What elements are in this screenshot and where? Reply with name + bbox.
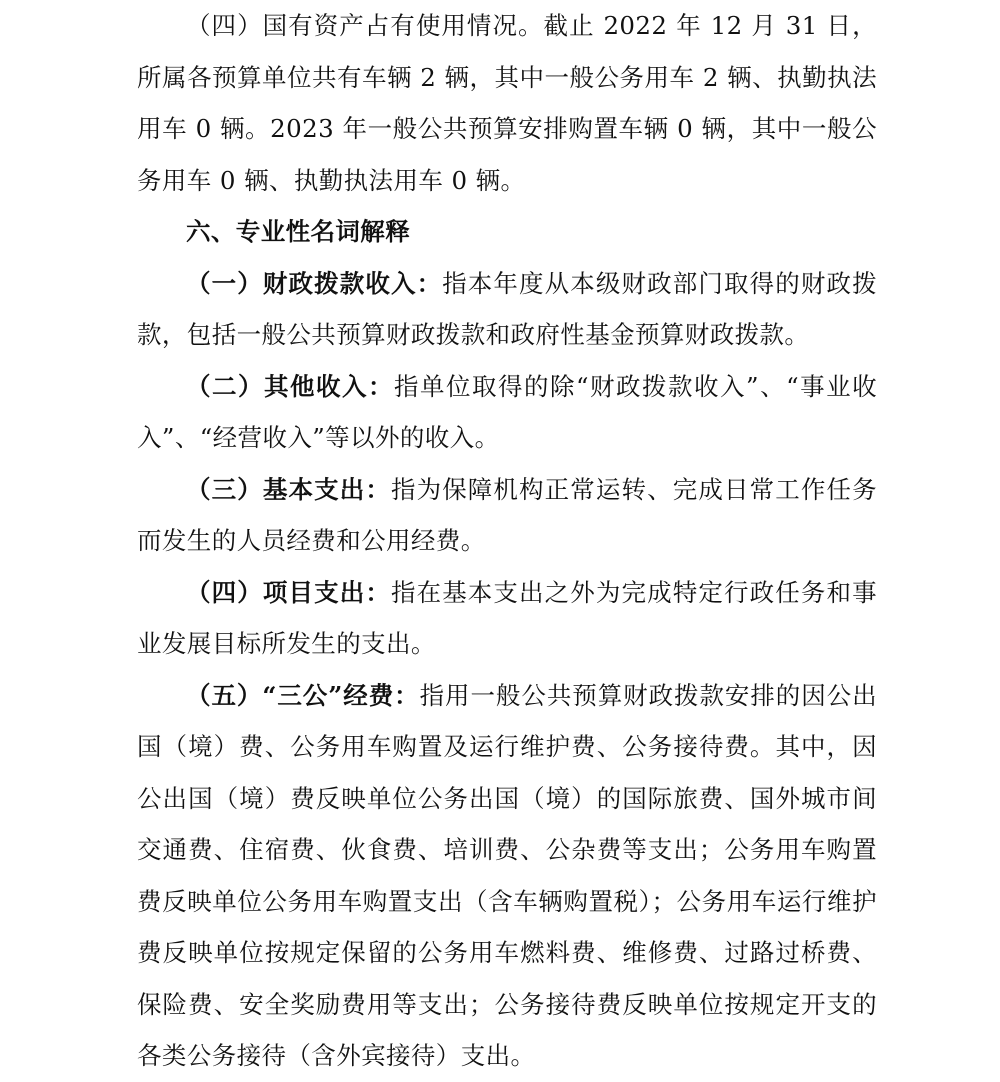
- definition-text: 指本年度从本级财政部门取得的财政拨款，包括一般公共预算财政拨款和政府性基金预算财政拨款。: [137, 268, 877, 349]
- definition-text: 指为保障机构正常运转、完成日常工作任务而发生的人员经费和公用经费。: [137, 474, 877, 555]
- definition-text: 指单位取得的除“财政拨款收入”、“事业收入”、“经营收入”等以外的收入。: [137, 371, 878, 452]
- definition-term: （五）“三公”经费：: [186, 680, 420, 710]
- definition-paragraph: [137, 670, 877, 1082]
- definition-paragraph: [137, 567, 877, 670]
- document-page: [137, 0, 877, 1082]
- definition-term: （四）项目支出：: [186, 577, 391, 607]
- definition-term: （一）财政拨款收入：: [186, 268, 443, 298]
- definition-paragraph: [137, 258, 877, 361]
- definition-paragraph: [137, 464, 877, 567]
- definition-term: （三）基本支出：: [186, 474, 391, 504]
- definition-text: 指用一般公共预算财政拨款安排的因公出国（境）费、公务用车购置及运行维护费、公务接待费。其中，因公出国（境）费反映单位公务出国（境）的国际旅费、国外城市间交通费、住宿费、伙食费、培训费、公杂费等支出；公务用车购置费反映单位公务用车购置支出（含车辆购置税）；公务用车运行维护费反映单位按规定保留的公务用车燃料费、维修费、过路过桥费、保险费、安全奖励费用等支出；公务接待费反映单位按规定开支的各类公务接待（含外宾接待）支出。: [137, 680, 878, 1070]
- definition-text: 指在基本支出之外为完成特定行政任务和事业发展目标所发生的支出。: [137, 577, 877, 658]
- section-heading: 六、专业性名词解释: [186, 217, 411, 246]
- definition-paragraph: [137, 361, 877, 464]
- assets-paragraph: （四）国有资产占有使用情况。截止 2022 年 12 月 31 日，所属各预算单位共有车辆 2 辆，其中一般公务用车 2 辆、执勤执法用车 0 辆。2023 年一般公共预算安排购置车辆 0 辆，其中一般公务用车 0 辆、执勤执法用车 0 辆。: [137, 11, 877, 195]
- definition-term: （二）其他收入：: [186, 371, 395, 401]
